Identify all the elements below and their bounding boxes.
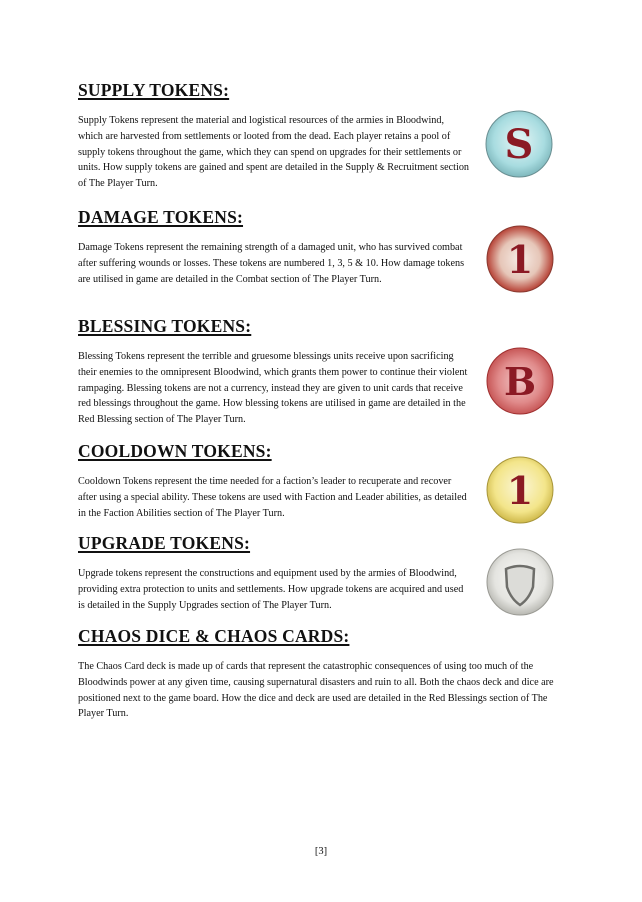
section-body: Blessing Tokens represent the terrible and gruesome blessings units receive upon sacrificing their enemies to the omnipresent Bloodwind, which grants them power to continue their violent rampaging. Blessing tokens are not a currency, instead they are given to unit cards that receive red blessings throughout the game. How blessing tokens are utilised in game are detailed in the Red Blessing section of The Player Turn.: [78, 351, 468, 426]
cooldown-token-icon: 1: [485, 455, 555, 525]
page-number: [3]: [314, 846, 328, 857]
section-heading: COOLDOWN TOKENS:: [78, 441, 272, 461]
section-heading: CHAOS DICE & CHAOS CARDS:: [78, 626, 350, 646]
blessing-token-icon: B: [485, 346, 555, 416]
section-heading: UPGRADE TOKENS:: [78, 533, 251, 553]
supply-token-icon: S: [484, 109, 554, 179]
section-heading: BLESSING TOKENS:: [78, 316, 252, 336]
damage-token-icon: 1: [485, 224, 555, 294]
section-body: Supply Tokens represent the material and logistical resources of the armies in Bloodwind, which are harvested from settlements or looted from the dead. Each player retains a pool of supply tokens throughout the game, which they can spend on upgrades for their settlements or units. How supply tokens are gained and spent are detailed in the Supply & Recruitment section of The Player Turn.: [78, 115, 470, 190]
section-body: Upgrade tokens represent the constructions and equipment used by the armies of Bloodwind, providing extra protection to units and settlements. How upgrade tokens are acquired and used is detailed in the Supply Upgrades section of The Player Turn.: [78, 568, 464, 611]
section-body: The Chaos Card deck is made up of cards that represent the catastrophic consequences of using too much of the Bloodwinds power at any given time, causing supernatural disasters and ruin to all. Both the chaos deck and dice are positioned next to the game board. How the dice and deck are used are detailed in the Red Blessings section of The Player Turn.: [78, 661, 554, 720]
section-body: Cooldown Tokens represent the time needed for a faction’s leader to recuperate and recover after using a special ability. These tokens are used with Faction and Leader abilities, as detailed in the Faction Abilities section of The Player Turn.: [78, 476, 467, 519]
section-body: Damage Tokens represent the remaining strength of a damaged unit, who has survived combat after suffering wounds or losses. These tokens are numbered 1, 3, 5 & 10. How damage tokens are utilised in game are detailed in the Combat section of The Player Turn.: [78, 242, 465, 285]
section-heading: DAMAGE TOKENS:: [78, 207, 244, 227]
section-heading: SUPPLY TOKENS:: [78, 80, 230, 100]
shield-icon: [485, 547, 555, 617]
chaos-section: [78, 626, 564, 722]
